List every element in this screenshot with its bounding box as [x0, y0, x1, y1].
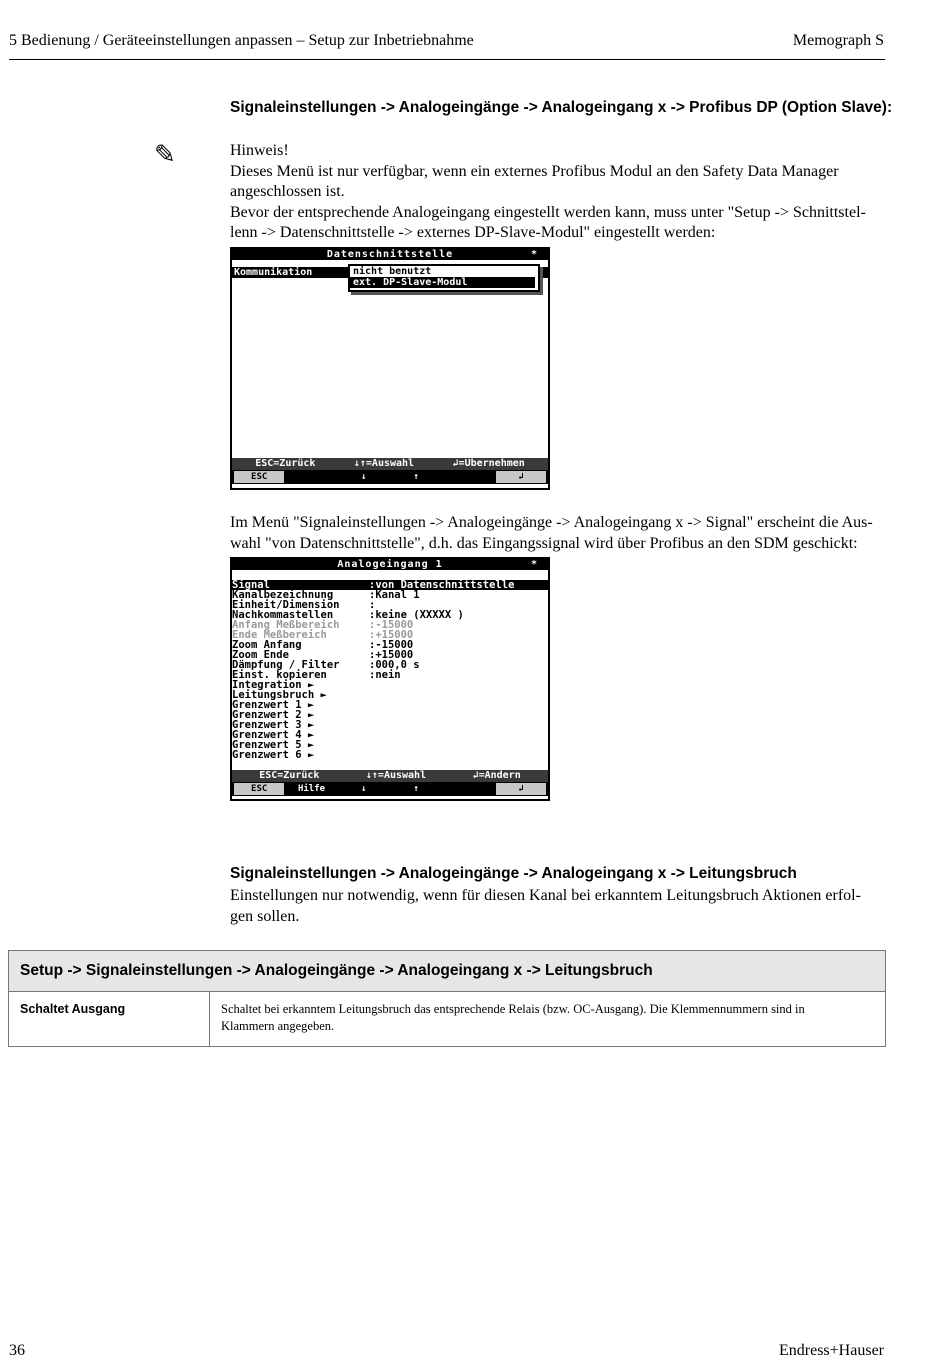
menu-row-value: :keine (XXXXX ): [369, 609, 464, 621]
key-hint-bar: [232, 458, 548, 470]
menu-row-label: Ende Meßbereich: [232, 629, 327, 641]
running-header-chapter: 5 Bedienung / Geräteeinstellungen anpassen – Setup zur Inbetriebnahme: [9, 32, 474, 49]
menu-row-label: Grenzwert 5 ►: [232, 739, 315, 751]
settings-table: [8, 950, 886, 1047]
menu-row-value: :Kanal 1: [369, 589, 420, 601]
up-arrow-key[interactable]: ↑: [391, 471, 441, 483]
table-cell-description: [210, 992, 885, 1046]
menu-row-label: Signal: [232, 579, 270, 591]
section-heading-leitungsbruch: Signaleinstellungen -> Analogeingänge -> Analogeingang x -> Leitungsbruch: [230, 865, 797, 882]
menu-row[interactable]: [232, 750, 548, 760]
hint-confirm: ↲=Übernehmen: [452, 458, 525, 469]
softkey-5[interactable]: [443, 471, 493, 483]
enter-key[interactable]: ↲: [496, 471, 546, 483]
star-icon: *: [530, 249, 538, 260]
pencil-icon: ✎: [154, 140, 176, 169]
note-line: Bevor der entsprechende Analogeingang eingestellt werden kann, muss unter "Setup -> Schnittstel-: [230, 203, 866, 221]
enter-key[interactable]: ↲: [496, 783, 546, 795]
screen-title: Analogeingang 1: [337, 559, 443, 570]
option-popup: [348, 264, 540, 292]
down-arrow-key[interactable]: ↓: [339, 783, 389, 795]
table-header: Setup -> Signaleinstellungen -> Analogeingänge -> Analogeingang x -> Leitungsbruch: [9, 951, 885, 992]
softkey-bar: [232, 470, 548, 484]
menu-row-value: :: [369, 599, 376, 611]
menu-row-label: Grenzwert 4 ►: [232, 729, 315, 741]
key-hint-bar: [232, 770, 548, 782]
menu-row-label: Integration ►: [232, 679, 315, 691]
menu-row-label: Grenzwert 1 ►: [232, 699, 315, 711]
softkey-5[interactable]: [443, 783, 493, 795]
table-cell-label: Schaltet Ausgang: [9, 992, 210, 1046]
hint-esc: ESC=Zurück: [259, 770, 320, 781]
description-line: Klammern angegeben.: [221, 1019, 335, 1033]
menu-row-label: Zoom Ende: [232, 649, 289, 661]
down-arrow-key[interactable]: ↓: [339, 471, 389, 483]
text-line: gen sollen.: [230, 907, 300, 925]
note-line: Dieses Menü ist nur verfügbar, wenn ein externes Profibus Modul an den Safety Data Manager: [230, 162, 839, 180]
running-header-product: Memograph S: [792, 32, 884, 49]
option-nicht-benutzt[interactable]: nicht benutzt: [353, 266, 432, 277]
menu-row-kommunikation[interactable]: Kommunikation: [232, 267, 548, 278]
text-line: wahl "von Datenschnittstelle", d.h. das Eingangssignal wird über Profibus an den SDM geschickt:: [230, 534, 858, 552]
screen-title-bar: [232, 249, 548, 260]
hint-select: ↓↑=Auswahl: [365, 770, 427, 781]
table-row: [9, 992, 885, 1046]
menu-row-value: :nein: [369, 669, 401, 681]
note-line: Hinweis!: [230, 142, 289, 159]
up-arrow-key[interactable]: ↑: [391, 783, 441, 795]
note-text: [230, 141, 886, 244]
footer-brand: Endress+Hauser: [779, 1342, 884, 1359]
menu-row-label: Nachkommastellen: [232, 609, 334, 621]
menu-row-label: Grenzwert 3 ►: [232, 719, 315, 731]
device-screen-analogeingang: [230, 557, 550, 801]
note-line: angeschlossen ist.: [230, 183, 345, 200]
note-line: lenn -> Datenschnittstelle -> externes DP-Slave-Modul" eingestellt werden:: [230, 224, 716, 241]
leitungsbruch-text: [230, 886, 886, 927]
section-heading-profibus: Signaleinstellungen -> Analogeingänge -> Analogeingang x -> Profibus DP (Option Slave):: [230, 99, 893, 116]
menu-row-label: Grenzwert 6 ►: [232, 749, 315, 761]
menu-row-value: :+15000: [369, 649, 414, 661]
text-line: Einstellungen nur notwendig, wenn für diesen Kanal bei erkanntem Leitungsbruch Aktionen erfol-: [230, 887, 861, 904]
screen-title-bar: [232, 559, 548, 570]
menu-row-value: :000,0 s: [369, 659, 420, 671]
signal-explanation: [230, 513, 886, 554]
description-line: Schaltet bei erkanntem Leitungsbruch das entsprechende Relais (bzw. OC-Ausgang). Die Klemmennummern sind in: [221, 1002, 805, 1016]
softkey-2[interactable]: [286, 471, 336, 483]
menu-row-label: Anfang Meßbereich: [232, 619, 340, 631]
menu-row-value: :von Datenschnittstelle: [369, 579, 515, 591]
help-key[interactable]: Hilfe: [286, 783, 336, 795]
menu-row-value: :-15000: [369, 619, 414, 631]
esc-key[interactable]: ESC: [234, 471, 284, 483]
hint-select: ↓↑=Auswahl: [353, 458, 415, 469]
menu-row-label: Zoom Anfang: [232, 639, 302, 651]
menu-row-label: Kanalbezeichnung: [232, 589, 334, 601]
hint-esc: ESC=Zurück: [255, 458, 316, 469]
star-icon: *: [530, 559, 538, 570]
menu-row-label: Einst. kopieren: [232, 669, 327, 681]
menu-row-value: :-15000: [369, 639, 414, 651]
device-screen-datenschnittstelle: [230, 247, 550, 490]
screen-menu-list: [232, 570, 548, 770]
softkey-bar: [232, 782, 548, 796]
menu-row-value: :+15000: [369, 629, 414, 641]
text-line: Im Menü "Signaleinstellungen -> Analogeingänge -> Analogeingang x -> Signal" erscheint die Aus-: [230, 514, 873, 531]
menu-row-label: Grenzwert 2 ►: [232, 709, 315, 721]
screen-body: [232, 260, 548, 458]
screen-title: Datenschnittstelle: [326, 249, 454, 260]
page-number: 36: [9, 1342, 25, 1359]
menu-row-label: Einheit/Dimension: [232, 599, 340, 611]
esc-key[interactable]: ESC: [234, 783, 284, 795]
menu-row-label: Leitungsbruch ►: [232, 689, 327, 701]
hint-change: ↲=Ändern: [472, 770, 521, 781]
header-rule: [9, 59, 885, 60]
menu-row-label: Dämpfung / Filter: [232, 659, 340, 671]
option-ext-dp-slave[interactable]: ext. DP-Slave-Modul: [350, 277, 535, 288]
